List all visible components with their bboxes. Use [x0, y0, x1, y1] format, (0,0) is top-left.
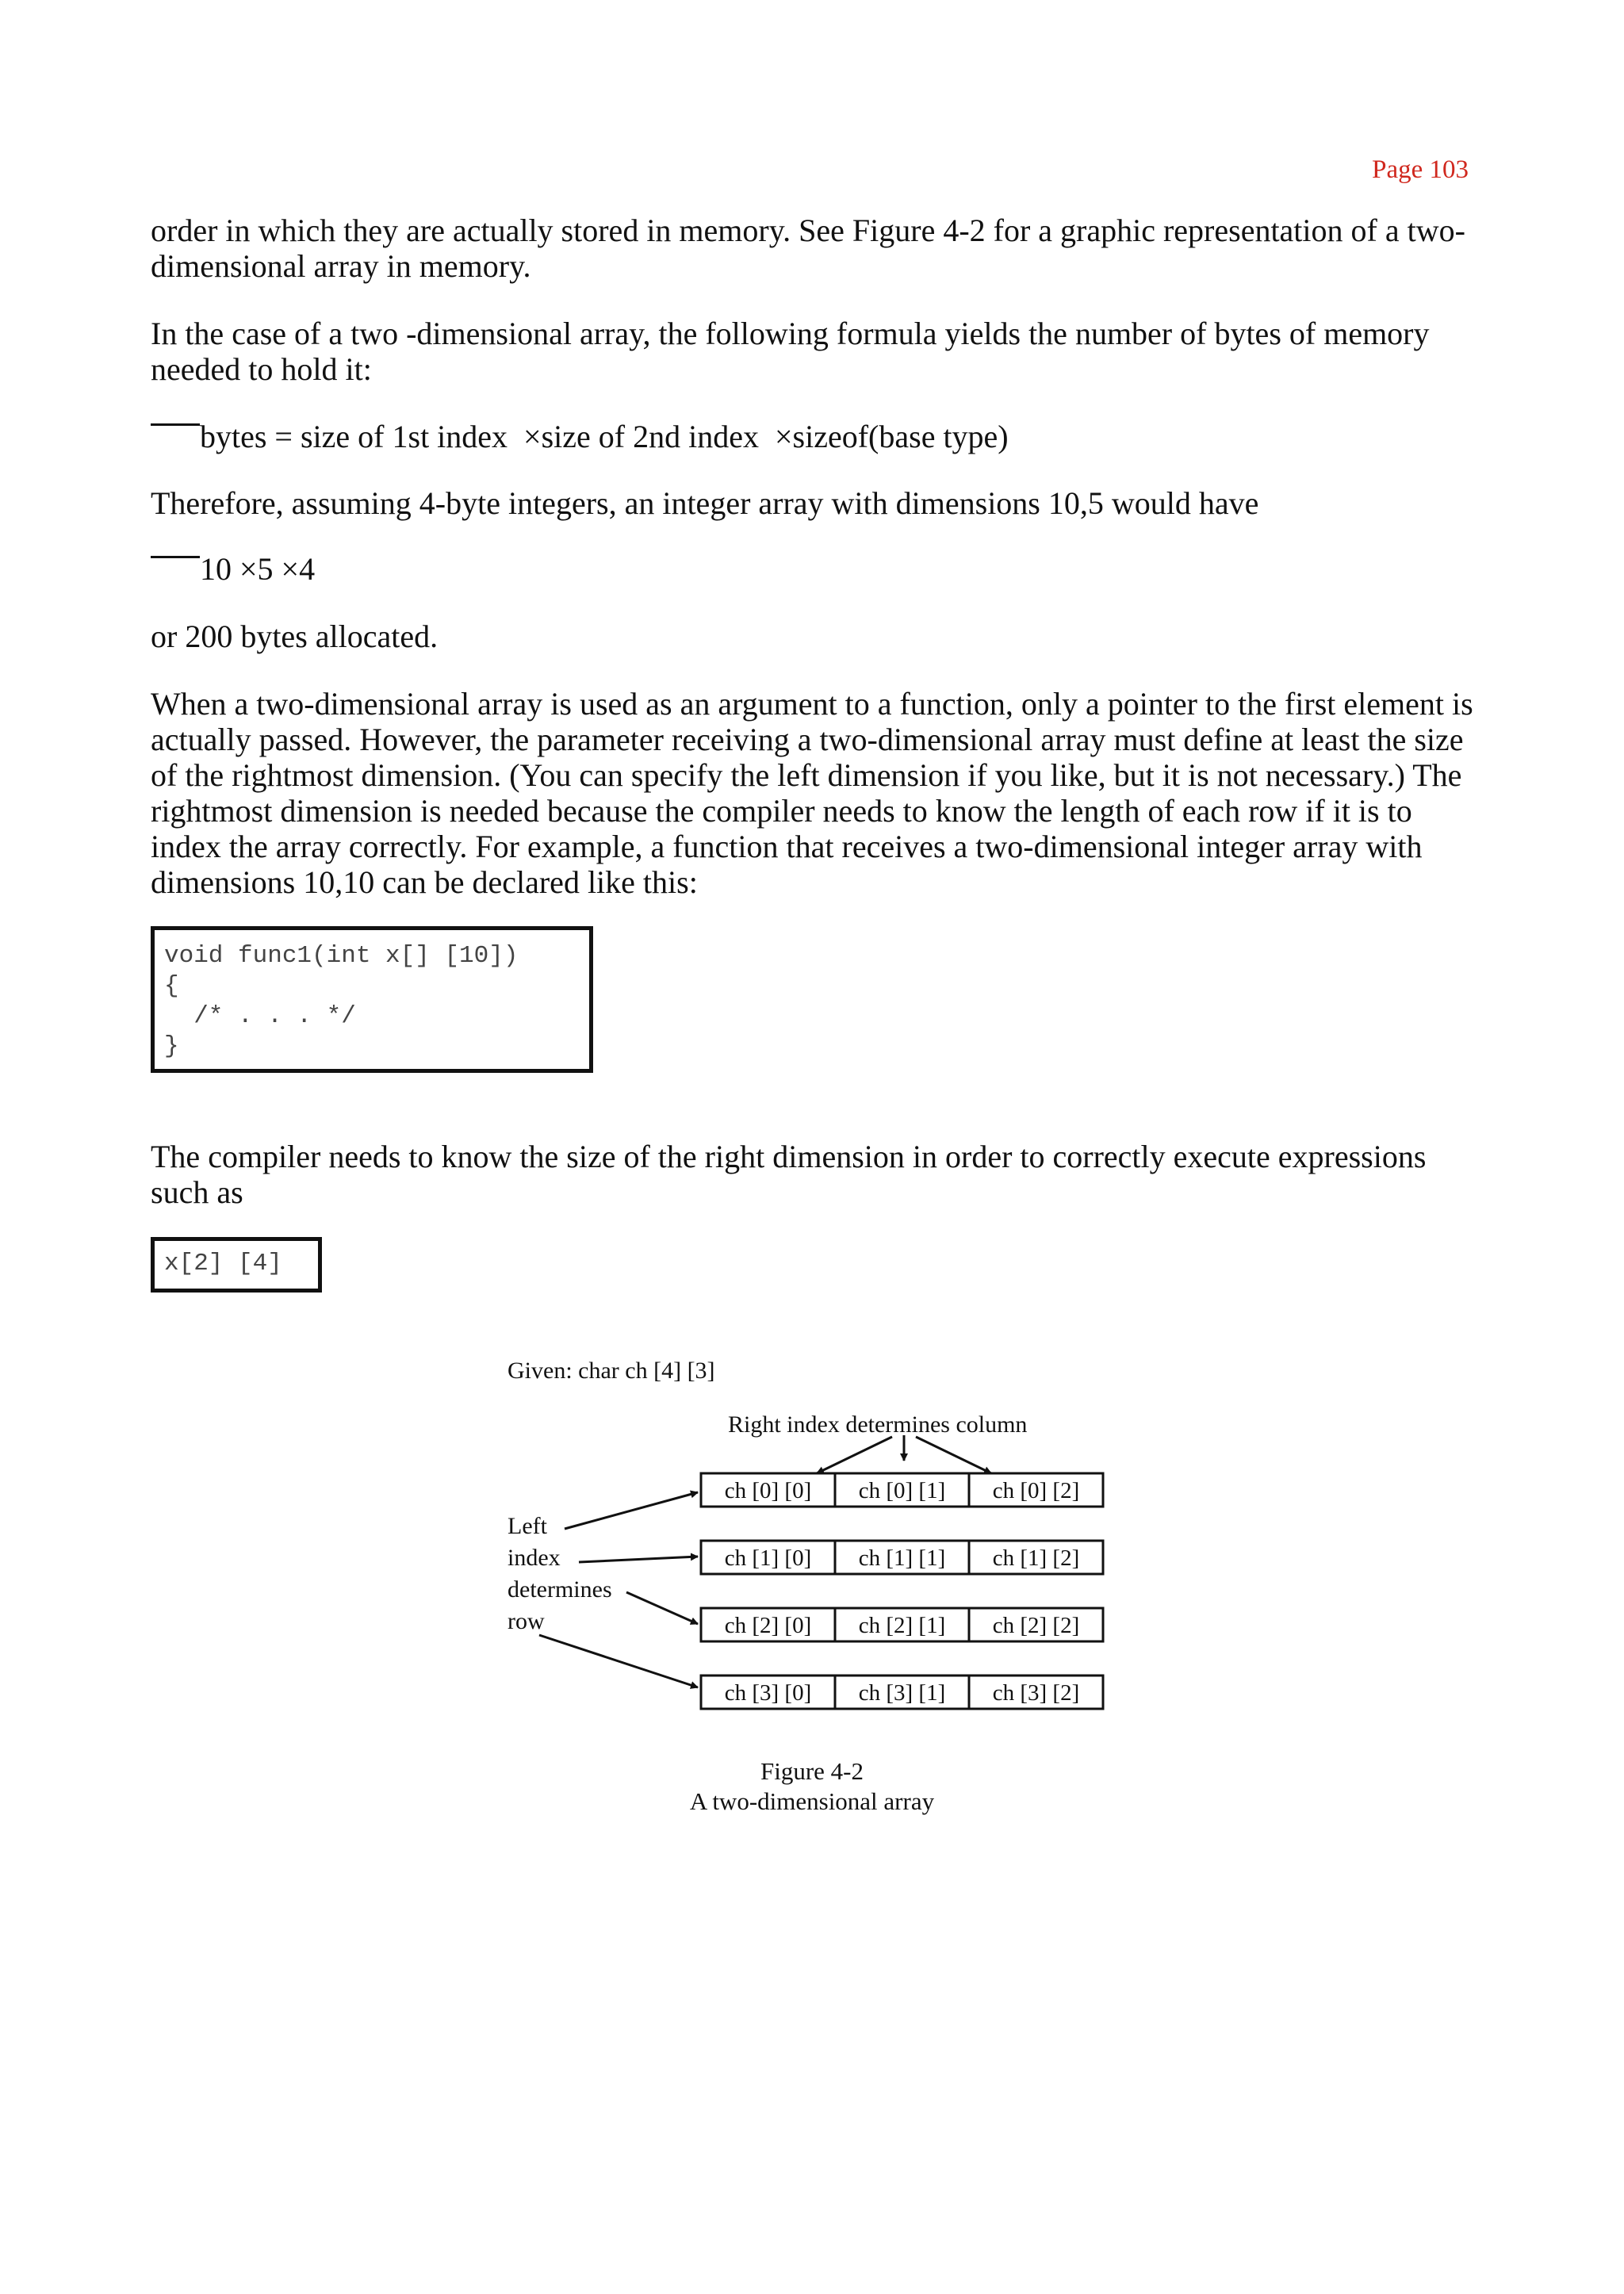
paragraph-formula-intro: In the case of a two -dimensional array, the following formula yields the number of bytes of memory needed to hold it: [151, 316, 1430, 387]
example-formula-text: 10 ×5 ×4 [200, 551, 316, 587]
figure-given-label: Given: char ch [4] [3] [508, 1358, 715, 1384]
right-arrow-column [916, 1437, 991, 1473]
paragraph-function-argument: When a two-dimensional array is used as an argument to a function, only a pointer to the first element is actually passed. However, the parameter receiving a two-dimensional array must define at least the size of the rightmost dimension. (You can specify the left dimension if you like, but it is not necessary.) The rightmost dimension is needed because the compiler needs to know the length of each row if it is to index the array correctly. For example, a function that receives a two-dimensional integer array with dimensions 10,10 can be declared like this: [151, 686, 1473, 900]
arrow-row-3 [539, 1635, 698, 1687]
paragraph-assumption: Therefore, assuming 4-byte integers, an integer array with dimensions 10,5 would have [151, 485, 1259, 521]
array-cell-label: ch [1] [0] [724, 1545, 812, 1571]
array-cell-label: ch [0] [2] [992, 1478, 1080, 1503]
figure-right-index-label: Right index determines column [728, 1411, 1028, 1438]
figure-caption-number: Figure 4-2 [760, 1757, 864, 1785]
figure-caption-title: A two-dimensional array [689, 1787, 935, 1815]
figure-left-label-line-3: determines [508, 1576, 612, 1603]
figure-left-label-line-4: row [508, 1608, 545, 1634]
array-cell-label: ch [2] [0] [724, 1613, 812, 1638]
bytes-formula-text: bytes = size of 1st index ×size of 2nd index ×sizeof(base type) [200, 419, 1009, 454]
arrow-row-2 [626, 1592, 698, 1624]
code-expression: x[2] [4] [151, 1237, 322, 1293]
page-number: Page 103 [1372, 155, 1469, 184]
array-cell-label: ch [0] [0] [724, 1478, 812, 1503]
code-func-declaration: void func1(int x[] [10]) { /* . . . */ } [151, 926, 593, 1073]
array-cell-label: ch [3] [1] [858, 1680, 946, 1706]
array-cell-label: ch [3] [2] [992, 1680, 1080, 1706]
array-cell-label: ch [1] [1] [858, 1545, 946, 1571]
paragraph-bytes-allocated: or 200 bytes allocated. [151, 618, 439, 654]
array-cell-label: ch [1] [2] [992, 1545, 1080, 1571]
arrow-row-1 [579, 1557, 698, 1562]
array-cell-label: ch [2] [2] [992, 1613, 1080, 1638]
array-cell-label: ch [3] [0] [724, 1680, 812, 1706]
paragraph-storage-order: order in which they are actually stored in memory. See Figure 4-2 for a graphic representation of a two-dimensional array in memory. [151, 213, 1465, 284]
paragraph-right-dimension: The compiler needs to know the size of the right dimension in order to correctly execute expressions such as [151, 1139, 1427, 1210]
figure-left-label-line-1: Left [508, 1513, 547, 1539]
figure-left-label-line-2: index [508, 1545, 561, 1571]
array-cell-label: ch [0] [1] [858, 1478, 946, 1503]
left-arrow-column [817, 1437, 892, 1473]
arrow-row-0 [565, 1492, 698, 1529]
array-cell-label: ch [2] [1] [858, 1613, 946, 1638]
